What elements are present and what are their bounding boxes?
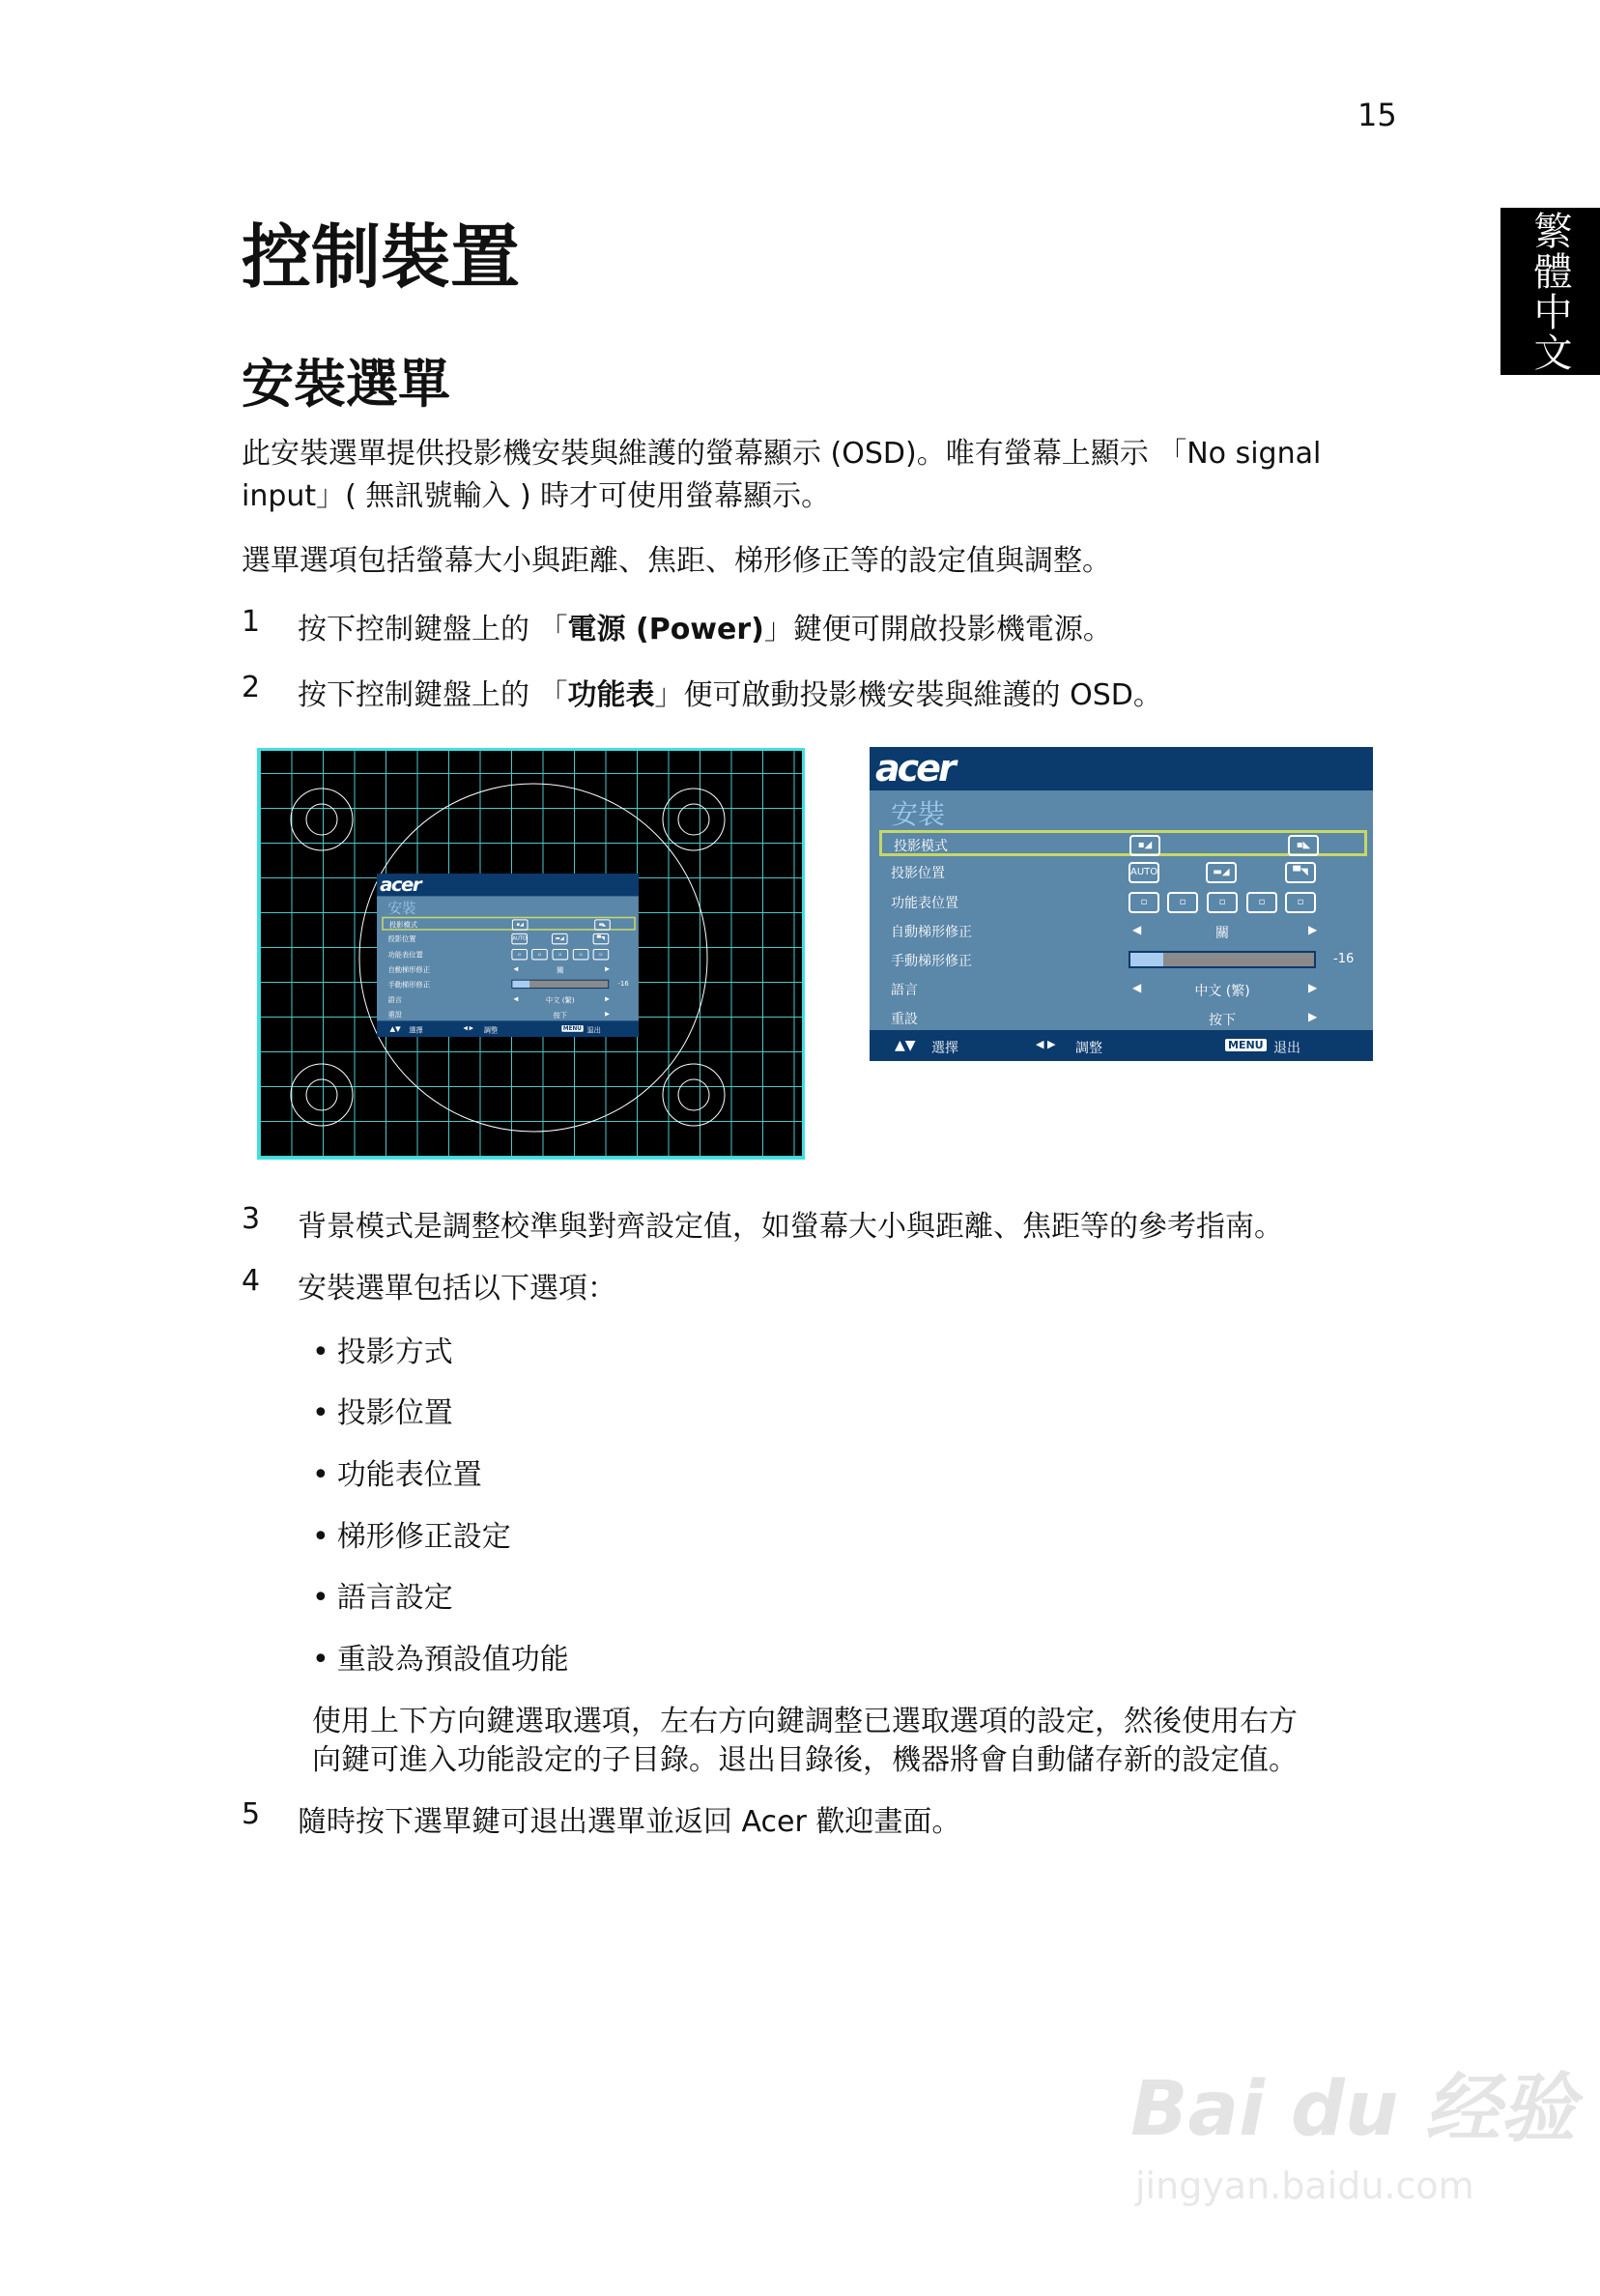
right-arrow-icon[interactable]: ▶ xyxy=(1308,923,1318,936)
reset-value: 按下 xyxy=(1209,1013,1236,1028)
step-number: 5 xyxy=(242,1797,261,1831)
section-title: 安裝選單 xyxy=(242,354,450,415)
bullet-item: • 投影方式 xyxy=(312,1328,453,1370)
page-number: 15 xyxy=(1357,97,1397,133)
osd-row-projection-mode[interactable] xyxy=(382,917,636,931)
osd-row-reset[interactable] xyxy=(382,1008,636,1021)
menu-key-icon: MENU xyxy=(1225,1039,1267,1051)
power-key-label: 電源 (Power) xyxy=(567,613,764,646)
menu-top-right-icon[interactable]: ▫ xyxy=(1167,892,1198,913)
osd-row-language[interactable] xyxy=(382,993,636,1007)
step-2 xyxy=(298,671,1162,713)
osd-row-projection-position[interactable] xyxy=(879,860,1367,886)
exit-hint: 退出 xyxy=(1273,1041,1300,1056)
auto-icon[interactable]: AUTO xyxy=(1129,862,1159,883)
osd-footer xyxy=(870,1030,1373,1061)
row-label: 自動梯形修正 xyxy=(891,925,972,940)
intro-line: 此安裝選單提供投影機安裝與維護的螢幕顯示 (OSD)。唯有螢幕上顯示 「No signal xyxy=(242,437,1322,471)
menu-key-icon: MENU xyxy=(562,1025,582,1032)
rear-projection-icon[interactable]: ▪◣ xyxy=(1288,835,1319,856)
row-label: 投影模式 xyxy=(389,921,418,930)
select-hint: 選擇 xyxy=(931,1041,958,1056)
osd-title: 安裝 xyxy=(387,900,416,917)
up-down-arrows-icon: ▲▼ xyxy=(389,1024,401,1033)
rear-projection-icon[interactable]: ▪◣ xyxy=(594,919,611,930)
osd-header xyxy=(377,874,639,896)
left-right-arrows-icon: ◀ ▶ xyxy=(463,1024,474,1032)
keystone-slider-fill xyxy=(512,981,529,988)
step-text: 按下控制鍵盤上的 「 xyxy=(298,678,568,712)
reset-value: 按下 xyxy=(553,1012,568,1020)
osd-row-language[interactable] xyxy=(879,977,1367,1003)
right-arrow-icon[interactable]: ▶ xyxy=(1308,1010,1318,1023)
left-arrow-icon[interactable]: ◀ xyxy=(513,964,519,972)
front-projection-icon[interactable]: ▪◢ xyxy=(1129,835,1160,856)
select-hint: 選擇 xyxy=(409,1026,423,1035)
menu-bottom-left-icon[interactable]: ▫ xyxy=(573,949,589,960)
menu-top-right-icon[interactable]: ▫ xyxy=(531,949,548,960)
left-arrow-icon[interactable]: ◀ xyxy=(1132,981,1142,994)
step-number: 1 xyxy=(242,605,261,639)
row-label: 功能表位置 xyxy=(891,896,958,911)
row-label: 投影位置 xyxy=(891,866,945,881)
left-right-arrows-icon: ◀ ▶ xyxy=(1036,1038,1056,1050)
adjust-hint: 調整 xyxy=(1075,1041,1102,1056)
menu-center-icon[interactable]: ▫ xyxy=(552,949,568,960)
language-value: 中文 (繁) xyxy=(1194,984,1250,999)
osd-row-projection-position[interactable] xyxy=(382,933,636,946)
bullet-item: • 重設為預設值功能 xyxy=(312,1635,569,1678)
ceiling-icon[interactable]: ▀◥ xyxy=(1285,862,1316,883)
watermark-url: jingyan.baidu.com xyxy=(1135,2165,1474,2207)
osd-row-projection-mode[interactable] xyxy=(879,830,1367,856)
language-side-tab: 繁體中文 xyxy=(1500,208,1600,375)
menu-top-left-icon[interactable]: ▫ xyxy=(511,949,528,960)
osd-row-reset[interactable] xyxy=(879,1006,1367,1032)
right-arrow-icon[interactable]: ▶ xyxy=(1308,981,1318,994)
desktop-icon[interactable]: ▬◢ xyxy=(1206,862,1237,883)
osd-footer xyxy=(377,1020,639,1037)
note-line: 向鍵可進入功能設定的子目錄。退出目錄後，機器將會自動儲存新的設定值。 xyxy=(312,1743,1298,1777)
step-4: 安裝選單包括以下選項： xyxy=(298,1272,616,1306)
baidu-watermark: Bai du 经验 xyxy=(1130,2066,1576,2153)
step-3: 背景模式是調整校準與對齊設定值，如螢幕大小與距離、焦距等的參考指南。 xyxy=(298,1210,1283,1244)
menu-bottom-right-icon[interactable]: ▫ xyxy=(1285,892,1316,913)
row-label: 語言 xyxy=(891,983,918,998)
menu-center-icon[interactable]: ▫ xyxy=(1207,892,1238,913)
osd-row-auto-keystone[interactable] xyxy=(382,963,636,977)
left-arrow-icon[interactable]: ◀ xyxy=(1132,923,1142,936)
bullet-item: • 梯形修正設定 xyxy=(312,1512,511,1555)
osd-row-manual-keystone[interactable] xyxy=(382,978,636,991)
menu-key-label: 功能表 xyxy=(567,678,655,712)
note-line: 使用上下方向鍵選取選項，左右方向鍵調整已選取選項的設定，然後使用右方 xyxy=(312,1705,1298,1738)
row-label: 投影模式 xyxy=(894,839,948,854)
front-projection-icon[interactable]: ▪◢ xyxy=(512,919,529,930)
row-label: 手動梯形修正 xyxy=(387,981,431,990)
step-text: 」鍵便可開啟投影機電源。 xyxy=(763,613,1112,646)
row-label: 語言 xyxy=(387,995,402,1005)
row-label: 自動梯形修正 xyxy=(387,965,431,974)
left-arrow-icon[interactable]: ◀ xyxy=(513,994,519,1003)
row-label: 功能表位置 xyxy=(387,951,423,960)
row-label: 重設 xyxy=(387,1011,402,1019)
osd-row-menu-location[interactable] xyxy=(382,948,636,961)
menu-bottom-left-icon[interactable]: ▫ xyxy=(1246,892,1277,913)
page-title: 控制裝置 xyxy=(242,216,521,298)
bullet-item: • 投影位置 xyxy=(312,1389,453,1431)
acer-logo: acer xyxy=(875,747,954,789)
auto-keystone-value: 關 xyxy=(1215,926,1229,941)
exit-hint: 退出 xyxy=(586,1026,601,1035)
language-value: 中文 (繁) xyxy=(545,996,575,1005)
right-arrow-icon[interactable]: ▶ xyxy=(605,1010,610,1018)
osd-title: 安裝 xyxy=(891,798,946,830)
bullet-item: • 語言設定 xyxy=(312,1573,453,1616)
menu-bottom-right-icon[interactable]: ▫ xyxy=(593,949,610,960)
step-1 xyxy=(298,605,1112,647)
osd-header xyxy=(870,747,1373,790)
keystone-slider[interactable] xyxy=(511,980,609,989)
step-text: 」便可啟動投影機安裝與維護的 OSD。 xyxy=(654,678,1162,712)
adjust-hint: 調整 xyxy=(483,1026,499,1035)
keystone-value: -16 xyxy=(617,980,629,989)
ceiling-icon[interactable]: ▀◥ xyxy=(593,933,610,944)
keystone-value: -16 xyxy=(1333,952,1355,966)
step-text: 按下控制鍵盤上的 「 xyxy=(298,613,568,646)
auto-icon[interactable]: AUTO xyxy=(511,933,528,944)
row-label: 手動梯形修正 xyxy=(891,954,972,969)
auto-keystone-value: 關 xyxy=(557,966,564,975)
step-number: 3 xyxy=(242,1202,261,1236)
keystone-slider-fill xyxy=(1130,953,1163,966)
step-number: 2 xyxy=(242,671,261,704)
desktop-icon[interactable]: ▬◢ xyxy=(552,933,568,944)
step-number: 4 xyxy=(242,1264,261,1298)
menu-top-left-icon[interactable]: ▫ xyxy=(1129,892,1159,913)
row-label: 投影位置 xyxy=(387,934,416,944)
right-arrow-icon[interactable]: ▶ xyxy=(605,994,610,1003)
intro-line: input」( 無訊號輸入 ) 時才可使用螢幕顯示。 xyxy=(242,479,831,513)
osd-menu-small xyxy=(377,874,639,1037)
osd-row-menu-location[interactable] xyxy=(879,890,1367,916)
osd-menu xyxy=(870,747,1373,1061)
step-5: 隨時按下選單鍵可退出選單並返回 Acer 歡迎畫面。 xyxy=(298,1805,961,1839)
row-label: 重設 xyxy=(891,1012,918,1027)
intro-paragraph: 選單選項包括螢幕大小與距離、焦距、梯形修正等的設定值與調整。 xyxy=(242,544,1111,578)
acer-logo: acer xyxy=(380,874,421,896)
osd-row-auto-keystone[interactable] xyxy=(879,919,1367,945)
keystone-slider[interactable] xyxy=(1129,951,1316,968)
bullet-item: • 功能表位置 xyxy=(312,1450,482,1493)
up-down-arrows-icon: ▲▼ xyxy=(895,1038,916,1053)
right-arrow-icon[interactable]: ▶ xyxy=(605,964,610,972)
osd-row-manual-keystone[interactable] xyxy=(879,948,1367,974)
